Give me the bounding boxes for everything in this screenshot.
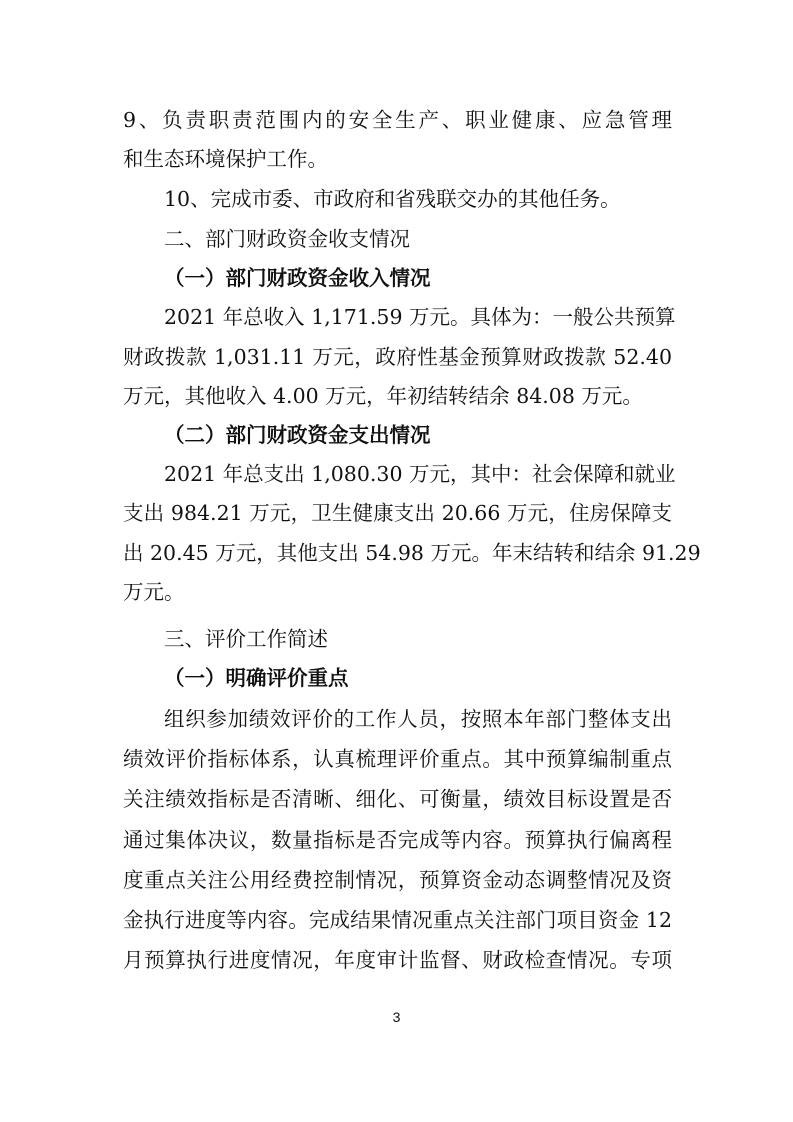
item-10: 10、完成市委、市政府和省残联交办的其他任务。 [164, 187, 621, 211]
evaluation-paragraph-line-1: 组织参加绩效评价的工作人员，按照本年部门整体支出 [164, 707, 672, 731]
expense-subheading: （二）部门财政资金支出情况 [164, 423, 431, 447]
evaluation-paragraph-line-4: 通过集体决议，数量指标是否完成等内容。预算执行偏离程 [123, 828, 672, 852]
income-subheading: （一）部门财政资金收入情况 [164, 266, 431, 290]
income-paragraph-line-1: 2021 年总收入 1,171.59 万元。具体为：一般公共预算 [164, 305, 676, 329]
item-9-line-2: 和生态环境保护工作。 [123, 147, 328, 171]
evaluation-paragraph-line-3: 关注绩效指标是否清晰、细化、可衡量，绩效目标设置是否 [123, 787, 672, 811]
section-2-heading: 二、部门财政资金收支情况 [164, 227, 410, 251]
section-3-heading: 三、评价工作简述 [164, 627, 328, 651]
expense-paragraph-line-3: 出 20.45 万元，其他支出 54.98 万元。年末结转和结余 91.29 [123, 541, 701, 565]
expense-paragraph-line-2: 支出 984.21 万元，卫生健康支出 20.66 万元，住房保障支 [123, 501, 672, 525]
expense-paragraph-line-1: 2021 年总支出 1,080.30 万元，其中：社会保障和就业 [164, 462, 676, 486]
income-paragraph-line-3: 万元，其他收入 4.00 万元，年初结转结余 84.08 万元。 [123, 384, 643, 408]
item-9-line-1: 9、负责职责范围内的安全生产、职业健康、应急管理 [123, 108, 672, 132]
page-number: 3 [392, 1009, 401, 1025]
evaluation-paragraph-line-5: 度重点关注公用经费控制情况，预算资金动态调整情况及资 [123, 868, 672, 892]
expense-paragraph-line-4: 万元。 [123, 580, 185, 604]
evaluation-paragraph-line-6: 金执行进度等内容。完成结果情况重点关注部门项目资金 12 [123, 908, 672, 932]
evaluation-paragraph-line-2: 绩效评价指标体系，认真梳理评价重点。其中预算编制重点 [123, 747, 672, 771]
income-paragraph-line-2: 财政拨款 1,031.11 万元，政府性基金预算财政拨款 52.40 [123, 345, 672, 369]
evaluation-paragraph-line-7: 月预算执行进度情况，年度审计监督、财政检查情况。专项 [123, 948, 672, 972]
evaluation-focus-subheading: （一）明确评价重点 [164, 666, 349, 690]
